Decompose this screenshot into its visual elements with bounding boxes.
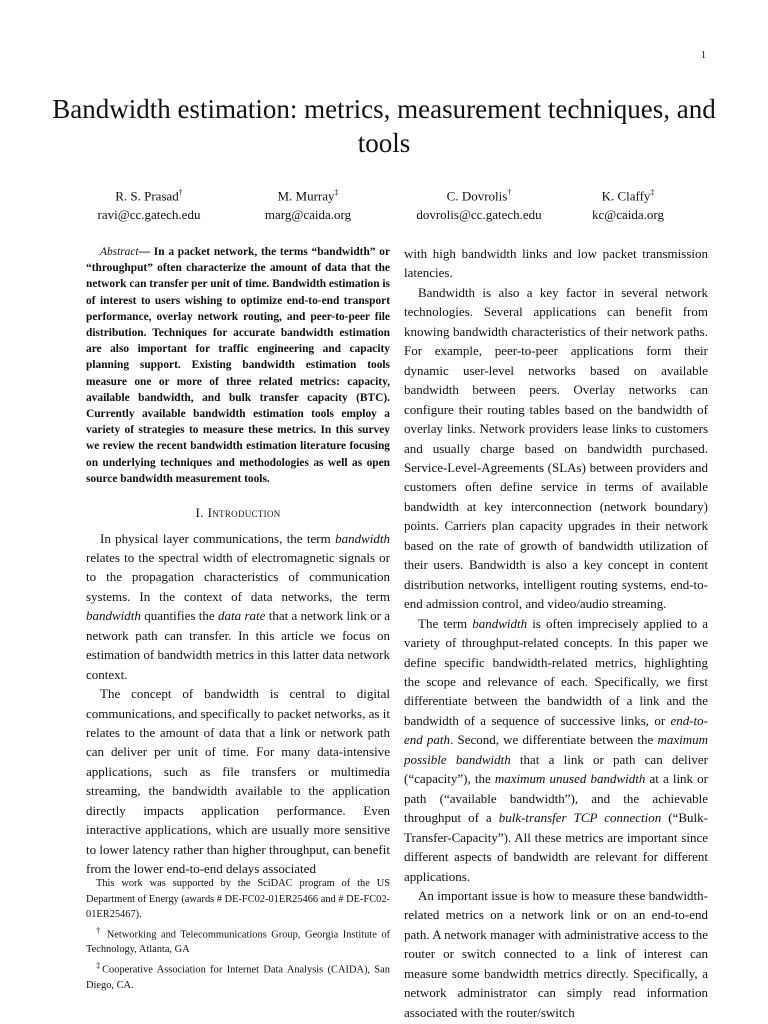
- affiliation-mark: ‡: [96, 959, 103, 970]
- footnote-funding: This work was supported by the SciDAC program of the US Department of Energy (awards # DE-FC02-01ER25466 and # DE-FC02-01ER25467).: [86, 878, 390, 920]
- emphasis: bandwidth: [86, 608, 141, 624]
- author-email: marg@caida.org: [264, 207, 352, 223]
- section-number: I.: [195, 505, 204, 521]
- text-span: relates to the spectral width of electromagnetic signals or to the propagation characteristics of communication systems. In the context of data networks, the term: [86, 549, 390, 604]
- affiliation-mark: †: [178, 188, 183, 197]
- affiliation-mark: †: [96, 924, 103, 935]
- page-number: 1: [701, 50, 706, 61]
- section-heading-introduction: [86, 503, 390, 522]
- paper-title: Bandwidth estimation: metrics, measurement techniques, and tools: [52, 94, 716, 158]
- affiliation-mark: †: [507, 188, 512, 197]
- body-paragraph-bandwidth-key-factor: Bandwidth is also a key factor in several network technologies. Several applications can benefit from knowing bandwidth characteristics of their network paths. For example, peer-to-peer applications form their dynamic user-level networks based on available bandwidth between peers. Overlay networks can configure their routing tables based on the bandwidth of overlay links. Network providers lease links to customers and usually charge based on bandwidth purchased. Service-Level-Agreements (SLAs) between providers and customers often define service in terms of available bandwidth at key interconnection (network boundary) points. Carriers plan capacity upgrades in their network based on the rate of growth of bandwidth utilization of their users. Bandwidth is also a key concept in content distribution networks, intelligent routing systems, end-to-end admission control, and video/audio streaming.: [404, 284, 708, 612]
- author-1: [64, 183, 234, 224]
- author-name: C. Dovrolis: [446, 188, 508, 204]
- abstract: [86, 244, 390, 487]
- footnote-affiliation-caida: [86, 958, 390, 993]
- footnotes: [86, 876, 390, 993]
- text-span: . Second, we differentiate between the: [450, 732, 658, 748]
- footnote-affiliation-gatech: [86, 923, 390, 958]
- text-span: (“Bulk-Transfer-Capacity”). All these metrics are important since different aspects of bandwidth are relevant for different applications.: [404, 810, 708, 884]
- abstract-text: — In a packet network, the terms “bandwidth” or “throughput” often characterize the amount of data that the network can transfer per unit of time. Bandwidth estimation is of interest to users wishing to optimize end-to-end transport performance, overlay network routing, and peer-to-peer file distribution. Techniques for accurate bandwidth estimation are also important for traffic engineering and capacity planning support. Existing bandwidth estimation tools measure one or more of three related metrics: capacity, available bandwidth, and bulk transfer capacity (BTC). Currently available bandwidth estimation tools employ a variety of strategies to measure these metrics. In this survey we review the recent bandwidth estimation literature focusing on underlying techniques and methodologies as well as open source bandwidth measurement tools.: [86, 246, 390, 485]
- text-span: at a link or path (“available bandwidth”), and the achievable throughput of a: [404, 771, 708, 826]
- emphasis: data rate: [218, 608, 266, 624]
- emphasis: end-to-end path: [404, 712, 708, 748]
- abstract-label: Abstract: [100, 246, 139, 258]
- text-span: The term: [418, 615, 473, 631]
- text-span: quantifies the: [140, 608, 219, 624]
- author-2: [223, 183, 393, 224]
- author-3: [394, 183, 564, 224]
- emphasis: maximum unused bandwidth: [494, 771, 646, 787]
- right-column: [404, 244, 708, 1022]
- affiliation-mark: ‡: [334, 188, 339, 197]
- emphasis: bandwidth: [472, 615, 528, 631]
- author-email: dovrolis@cc.gatech.edu: [416, 207, 542, 223]
- emphasis: bulk-transfer TCP connection: [498, 810, 662, 826]
- author-4: [543, 183, 713, 224]
- text-span: that a network link or a network path can transfer. In this article we focus on estimation of bandwidth metrics in this latter data network context.: [86, 608, 390, 682]
- author-email: kc@caida.org: [591, 207, 664, 223]
- author-name: M. Murray: [277, 188, 335, 204]
- author-name: R. S. Prasad: [115, 188, 179, 204]
- left-column: [86, 244, 390, 879]
- text-span: Cooperative Association for Internet Data Analysis (CAIDA), San Diego, CA.: [86, 964, 390, 991]
- continued-paragraph: with high bandwidth links and low packet transmission latencies.: [404, 246, 708, 281]
- emphasis: maximum possible bandwidth: [404, 732, 709, 767]
- affiliation-mark: ‡: [650, 188, 655, 197]
- emphasis: bandwidth: [335, 530, 390, 546]
- intro-paragraph-1: [86, 529, 390, 685]
- author-email: ravi@cc.gatech.edu: [97, 207, 201, 223]
- body-paragraph-term-bandwidth: [404, 614, 708, 886]
- text-span: In physical layer communications, the term: [100, 530, 336, 546]
- author-block: [97, 183, 700, 223]
- section-title: Introduction: [207, 505, 281, 521]
- text-span: is often imprecisely applied to a variety of throughput-related concepts. In this paper we define specific bandwidth-related metrics, highlighting the scope and relevance of each. Specifically, we first differentiate between the bandwidth of a link and the bandwidth of a sequence of successive links, or: [404, 615, 708, 728]
- text-span: that a link or path can deliver (“capacity”), the: [404, 751, 708, 787]
- body-paragraph-measurement-issue: An important issue is how to measure these bandwidth-related metrics on a network link or on an end-to-end path. A network manager with administrative access to the router or switch connected to a link of interest can measure some bandwidth metrics directly. Specifically, a network administrator can simply read information associated with the router/switch: [404, 887, 708, 1020]
- intro-paragraph-2: The concept of bandwidth is central to digital communications, and specifically to packet networks, as it relates to the amount of data that a link or network path can deliver per unit of time. For many data-intensive applications, such as file transfers or multimedia streaming, the bandwidth available to the application directly impacts application performance. Even interactive applications, which are usually more sensitive to lower latency rather than higher throughput, can benefit from the lower end-to-end delays associated: [86, 686, 390, 877]
- author-name: K. Claffy: [601, 188, 651, 204]
- text-span: Networking and Telecommunications Group, Georgia Institute of Technology, Atlanta, GA: [86, 928, 390, 956]
